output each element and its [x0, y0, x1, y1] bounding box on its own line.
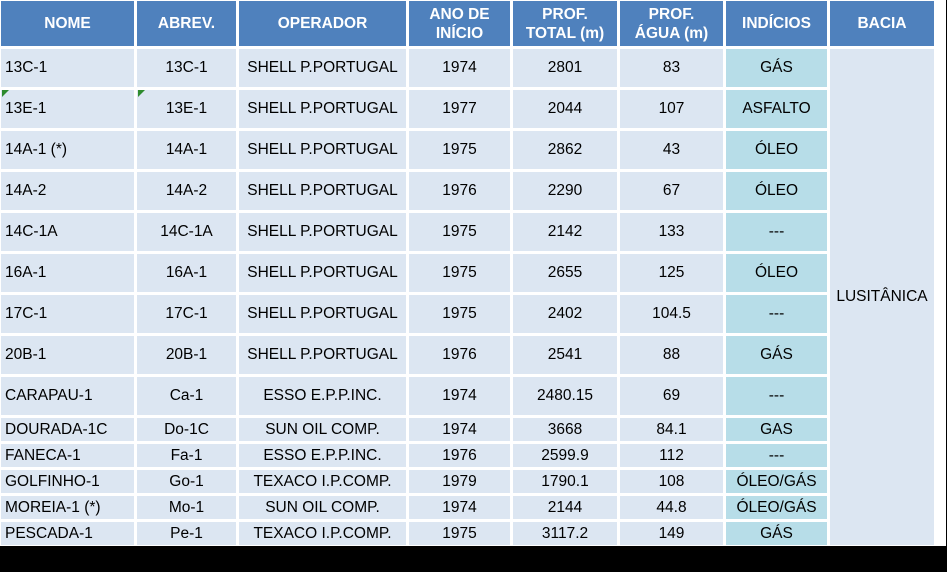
cell-prof-agua: 69: [620, 377, 723, 415]
table-row: [1, 470, 934, 493]
cell-abrev: Fa-1: [137, 444, 236, 467]
header-row: [1, 1, 934, 46]
cell-ano: 1979: [409, 470, 510, 493]
cell-operador: SUN OIL COMP.: [239, 418, 406, 441]
cell-nome: PESCADA-1: [1, 522, 134, 545]
cell-nome: MOREIA-1 (*): [1, 496, 134, 519]
cell-operador: SHELL P.PORTUGAL: [239, 254, 406, 292]
cell-prof-total: 3668: [513, 418, 617, 441]
header-nome: NOME: [1, 1, 134, 46]
header-operador: OPERADOR: [239, 1, 406, 46]
cell-prof-total: 3117.2: [513, 522, 617, 545]
cell-indicios: ÓLEO/GÁS: [726, 496, 827, 519]
cell-indicios: ---: [726, 295, 827, 333]
header-ano-line1: ANO DE: [429, 5, 490, 23]
cell-prof-agua: 149: [620, 522, 723, 545]
table-row: [1, 336, 934, 374]
cell-abrev: Do-1C: [137, 418, 236, 441]
table-row: [1, 444, 934, 467]
cell-operador: SUN OIL COMP.: [239, 496, 406, 519]
table-row: [1, 213, 934, 251]
cell-operador: SHELL P.PORTUGAL: [239, 131, 406, 169]
cell-indicios: ---: [726, 444, 827, 467]
header-prof-agua: [620, 1, 723, 46]
cell-nome: GOLFINHO-1: [1, 470, 134, 493]
cell-prof-total: 2144: [513, 496, 617, 519]
cell-prof-agua: 133: [620, 213, 723, 251]
cell-prof-total: 2402: [513, 295, 617, 333]
cell-abrev-text: 13E-1: [165, 100, 208, 117]
cell-ano: 1974: [409, 377, 510, 415]
cell-ano: 1976: [409, 172, 510, 210]
cell-operador: TEXACO I.P.COMP.: [239, 522, 406, 545]
table-row: [1, 172, 934, 210]
cell-nome: 16A-1: [1, 254, 134, 292]
table-row: [1, 418, 934, 441]
cell-operador: ESSO E.P.P.INC.: [239, 444, 406, 467]
cell-prof-total: 2142: [513, 213, 617, 251]
cell-ano: 1975: [409, 522, 510, 545]
comment-marker-icon: [2, 90, 9, 97]
cell-operador: TEXACO I.P.COMP.: [239, 470, 406, 493]
cell-abrev: Go-1: [137, 470, 236, 493]
header-ano-inicio: [409, 1, 510, 46]
table-row: [1, 377, 934, 415]
cell-ano: 1975: [409, 131, 510, 169]
cell-abrev: Pe-1: [137, 522, 236, 545]
cell-abrev: 13C-1: [137, 49, 236, 87]
cell-nome-text: 13E-1: [5, 100, 47, 117]
cell-nome: 13C-1: [1, 49, 134, 87]
cell-prof-agua: 104.5: [620, 295, 723, 333]
cell-prof-total: 2480.15: [513, 377, 617, 415]
cell-indicios: ÓLEO: [726, 254, 827, 292]
cell-operador: SHELL P.PORTUGAL: [239, 295, 406, 333]
cell-prof-total: 2599.9: [513, 444, 617, 467]
table-row: [1, 496, 934, 519]
cell-indicios: ASFALTO: [726, 90, 827, 128]
cell-prof-agua: 67: [620, 172, 723, 210]
cell-operador: SHELL P.PORTUGAL: [239, 172, 406, 210]
cell-nome: [1, 90, 134, 128]
cell-prof-agua: 112: [620, 444, 723, 467]
cell-prof-agua: 108: [620, 470, 723, 493]
cell-ano: 1974: [409, 418, 510, 441]
cell-indicios: ---: [726, 377, 827, 415]
cell-prof-agua: 88: [620, 336, 723, 374]
cell-operador: SHELL P.PORTUGAL: [239, 49, 406, 87]
header-prof-agua-line1: PROF.: [648, 5, 695, 23]
cell-prof-agua: 43: [620, 131, 723, 169]
cell-indicios: ---: [726, 213, 827, 251]
cell-prof-agua: 44.8: [620, 496, 723, 519]
header-abrev: ABREV.: [137, 1, 236, 46]
cell-indicios: GÁS: [726, 336, 827, 374]
cell-abrev: 14A-1: [137, 131, 236, 169]
cell-abrev: 14C-1A: [137, 213, 236, 251]
cell-abrev: [137, 90, 236, 128]
cell-operador: ESSO E.P.P.INC.: [239, 377, 406, 415]
table-row: [1, 254, 934, 292]
cell-indicios: GAS: [726, 418, 827, 441]
table-row: [1, 49, 934, 87]
table-row: [1, 90, 934, 128]
table-body: [1, 49, 934, 545]
cell-prof-total: 2290: [513, 172, 617, 210]
cell-bacia: LUSITÂNICA: [830, 49, 934, 545]
cell-indicios: ÓLEO: [726, 131, 827, 169]
cell-indicios: ÓLEO/GÁS: [726, 470, 827, 493]
cell-indicios: GÁS: [726, 522, 827, 545]
cell-ano: 1975: [409, 254, 510, 292]
cell-ano: 1975: [409, 295, 510, 333]
cell-nome: 20B-1: [1, 336, 134, 374]
cell-abrev: 20B-1: [137, 336, 236, 374]
cell-ano: 1976: [409, 444, 510, 467]
cell-prof-agua: 125: [620, 254, 723, 292]
cell-nome: 14C-1A: [1, 213, 134, 251]
cell-prof-agua: 83: [620, 49, 723, 87]
cell-prof-agua: 84.1: [620, 418, 723, 441]
header-prof-total-line1: PROF.: [542, 5, 588, 23]
cell-nome: 14A-1 (*): [1, 131, 134, 169]
table-row: [1, 131, 934, 169]
cell-abrev: Mo-1: [137, 496, 236, 519]
cell-prof-total: 2655: [513, 254, 617, 292]
cell-indicios: ÓLEO: [726, 172, 827, 210]
cell-ano: 1976: [409, 336, 510, 374]
header-prof-agua-line2: ÁGUA (m): [634, 24, 709, 42]
cell-operador: SHELL P.PORTUGAL: [239, 90, 406, 128]
cell-ano: 1974: [409, 496, 510, 519]
cell-prof-total: 2801: [513, 49, 617, 87]
cell-prof-total: 2044: [513, 90, 617, 128]
cell-prof-total: 2862: [513, 131, 617, 169]
cell-nome: CARAPAU-1: [1, 377, 134, 415]
header-indicios: INDÍCIOS: [726, 1, 827, 46]
cell-ano: 1975: [409, 213, 510, 251]
table-row: [1, 295, 934, 333]
cell-nome: 17C-1: [1, 295, 134, 333]
header-bacia: BACIA: [830, 1, 934, 46]
header-ano-line2: INÍCIO: [435, 24, 484, 42]
header-prof-total: [513, 1, 617, 46]
comment-marker-icon: [138, 90, 145, 97]
header-prof-total-line2: TOTAL (m): [525, 24, 605, 42]
cell-abrev: 14A-2: [137, 172, 236, 210]
cell-nome: FANECA-1: [1, 444, 134, 467]
cell-abrev: 16A-1: [137, 254, 236, 292]
cell-nome: DOURADA-1C: [1, 418, 134, 441]
cell-prof-total: 2541: [513, 336, 617, 374]
cell-abrev: Ca-1: [137, 377, 236, 415]
cell-ano: 1977: [409, 90, 510, 128]
cell-operador: SHELL P.PORTUGAL: [239, 213, 406, 251]
cell-prof-agua: 107: [620, 90, 723, 128]
cell-nome: 14A-2: [1, 172, 134, 210]
cell-indicios: GÁS: [726, 49, 827, 87]
cell-prof-total: 1790.1: [513, 470, 617, 493]
cell-ano: 1974: [409, 49, 510, 87]
cell-operador: SHELL P.PORTUGAL: [239, 336, 406, 374]
table-row: [1, 522, 934, 545]
cell-abrev: 17C-1: [137, 295, 236, 333]
